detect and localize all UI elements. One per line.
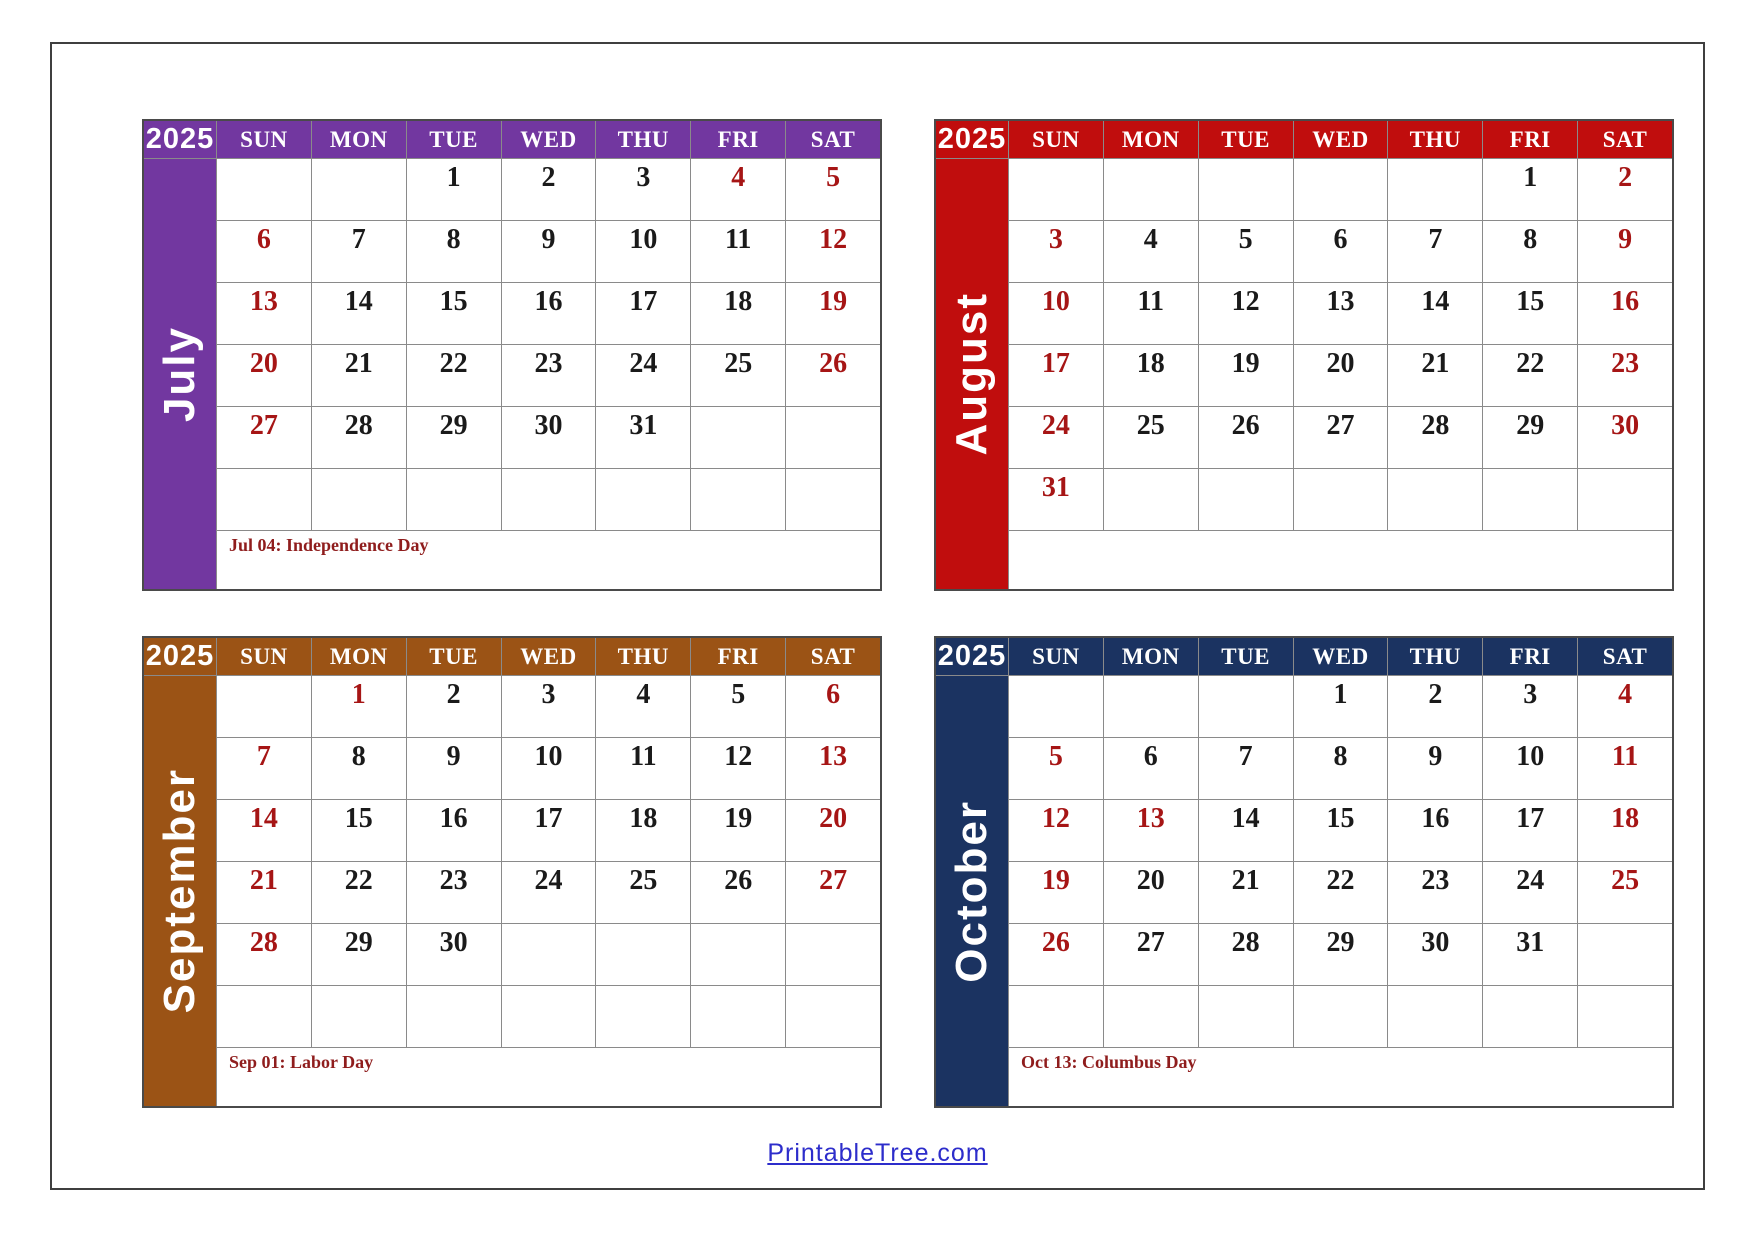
month-sidebar-july bbox=[144, 159, 216, 589]
date-cell-empty bbox=[502, 986, 596, 1047]
date-cell-july-26: 26 bbox=[786, 345, 880, 406]
date-cell-september-27: 27 bbox=[786, 862, 880, 923]
date-cell-july-7: 7 bbox=[312, 221, 406, 282]
date-cell-july-11: 11 bbox=[691, 221, 785, 282]
date-cell-empty bbox=[1104, 676, 1198, 737]
date-cell-empty bbox=[312, 469, 406, 530]
date-cell-empty bbox=[312, 159, 406, 220]
day-header-sat-july: SAT bbox=[786, 121, 880, 158]
day-header-tue-october: TUE bbox=[1199, 638, 1293, 675]
year-badge-october: 2025 bbox=[936, 638, 1008, 675]
month-label-august: August bbox=[947, 292, 996, 456]
month-sidebar-october bbox=[936, 676, 1008, 1106]
date-cell-empty bbox=[1388, 986, 1482, 1047]
date-cell-empty bbox=[691, 924, 785, 985]
date-cell-october-29: 29 bbox=[1294, 924, 1388, 985]
date-cell-empty bbox=[1104, 986, 1198, 1047]
date-cell-september-20: 20 bbox=[786, 800, 880, 861]
date-cell-august-3: 3 bbox=[1009, 221, 1103, 282]
date-cell-august-29: 29 bbox=[1483, 407, 1577, 468]
day-header-fri-october: FRI bbox=[1483, 638, 1577, 675]
date-cell-october-22: 22 bbox=[1294, 862, 1388, 923]
calendar-october bbox=[934, 636, 1674, 1108]
date-cell-september-7: 7 bbox=[217, 738, 311, 799]
date-cell-empty bbox=[1199, 676, 1293, 737]
date-cell-empty bbox=[691, 469, 785, 530]
date-cell-october-17: 17 bbox=[1483, 800, 1577, 861]
date-cell-september-3: 3 bbox=[502, 676, 596, 737]
date-cell-july-22: 22 bbox=[407, 345, 501, 406]
day-header-tue-august: TUE bbox=[1199, 121, 1293, 158]
date-cell-october-9: 9 bbox=[1388, 738, 1482, 799]
date-cell-empty bbox=[691, 986, 785, 1047]
date-cell-empty bbox=[1009, 986, 1103, 1047]
date-cell-july-12: 12 bbox=[786, 221, 880, 282]
date-cell-september-22: 22 bbox=[312, 862, 406, 923]
date-cell-september-1: 1 bbox=[312, 676, 406, 737]
day-header-fri-august: FRI bbox=[1483, 121, 1577, 158]
date-cell-september-30: 30 bbox=[407, 924, 501, 985]
date-cell-july-5: 5 bbox=[786, 159, 880, 220]
date-cell-august-27: 27 bbox=[1294, 407, 1388, 468]
date-cell-september-26: 26 bbox=[691, 862, 785, 923]
date-cell-october-15: 15 bbox=[1294, 800, 1388, 861]
day-header-mon-september: MON bbox=[312, 638, 406, 675]
date-cell-empty bbox=[1104, 469, 1198, 530]
date-cell-empty bbox=[596, 924, 690, 985]
day-header-sat-september: SAT bbox=[786, 638, 880, 675]
day-header-wed-august: WED bbox=[1294, 121, 1388, 158]
day-header-mon-august: MON bbox=[1104, 121, 1198, 158]
date-cell-august-16: 16 bbox=[1578, 283, 1672, 344]
year-badge-august: 2025 bbox=[936, 121, 1008, 158]
date-cell-empty bbox=[1199, 986, 1293, 1047]
date-cell-july-16: 16 bbox=[502, 283, 596, 344]
day-header-thu-august: THU bbox=[1388, 121, 1482, 158]
date-cell-august-19: 19 bbox=[1199, 345, 1293, 406]
date-cell-august-22: 22 bbox=[1483, 345, 1577, 406]
date-cell-september-5: 5 bbox=[691, 676, 785, 737]
day-header-thu-july: THU bbox=[596, 121, 690, 158]
date-cell-august-18: 18 bbox=[1104, 345, 1198, 406]
date-cell-empty bbox=[1294, 986, 1388, 1047]
date-cell-july-17: 17 bbox=[596, 283, 690, 344]
date-cell-october-26: 26 bbox=[1009, 924, 1103, 985]
date-cell-empty bbox=[1199, 469, 1293, 530]
date-cell-october-11: 11 bbox=[1578, 738, 1672, 799]
date-cell-september-13: 13 bbox=[786, 738, 880, 799]
date-cell-september-17: 17 bbox=[502, 800, 596, 861]
month-label-october: October bbox=[947, 799, 996, 983]
date-cell-october-23: 23 bbox=[1388, 862, 1482, 923]
date-cell-empty bbox=[312, 986, 406, 1047]
date-cell-september-2: 2 bbox=[407, 676, 501, 737]
date-cell-october-14: 14 bbox=[1199, 800, 1293, 861]
year-badge-july: 2025 bbox=[144, 121, 216, 158]
date-cell-empty bbox=[502, 924, 596, 985]
date-cell-empty bbox=[1104, 159, 1198, 220]
day-header-thu-october: THU bbox=[1388, 638, 1482, 675]
date-cell-august-7: 7 bbox=[1388, 221, 1482, 282]
date-cell-august-23: 23 bbox=[1578, 345, 1672, 406]
date-cell-august-26: 26 bbox=[1199, 407, 1293, 468]
day-header-tue-july: TUE bbox=[407, 121, 501, 158]
date-cell-october-12: 12 bbox=[1009, 800, 1103, 861]
month-sidebar-september bbox=[144, 676, 216, 1106]
date-cell-september-21: 21 bbox=[217, 862, 311, 923]
date-cell-july-13: 13 bbox=[217, 283, 311, 344]
date-cell-empty bbox=[1483, 469, 1577, 530]
date-cell-august-28: 28 bbox=[1388, 407, 1482, 468]
day-header-wed-july: WED bbox=[502, 121, 596, 158]
date-cell-july-14: 14 bbox=[312, 283, 406, 344]
date-cell-october-27: 27 bbox=[1104, 924, 1198, 985]
date-cell-october-19: 19 bbox=[1009, 862, 1103, 923]
date-cell-august-12: 12 bbox=[1199, 283, 1293, 344]
date-cell-july-24: 24 bbox=[596, 345, 690, 406]
date-cell-september-4: 4 bbox=[596, 676, 690, 737]
date-cell-july-18: 18 bbox=[691, 283, 785, 344]
date-cell-july-3: 3 bbox=[596, 159, 690, 220]
date-cell-empty bbox=[1483, 986, 1577, 1047]
date-cell-october-21: 21 bbox=[1199, 862, 1293, 923]
day-header-sat-august: SAT bbox=[1578, 121, 1672, 158]
date-cell-july-15: 15 bbox=[407, 283, 501, 344]
day-header-sun-october: SUN bbox=[1009, 638, 1103, 675]
date-cell-empty bbox=[1199, 159, 1293, 220]
date-cell-august-15: 15 bbox=[1483, 283, 1577, 344]
date-cell-july-28: 28 bbox=[312, 407, 406, 468]
date-cell-empty bbox=[691, 407, 785, 468]
date-cell-august-24: 24 bbox=[1009, 407, 1103, 468]
date-cell-august-30: 30 bbox=[1578, 407, 1672, 468]
date-cell-july-4: 4 bbox=[691, 159, 785, 220]
date-cell-july-29: 29 bbox=[407, 407, 501, 468]
day-header-wed-october: WED bbox=[1294, 638, 1388, 675]
holiday-note-august bbox=[1009, 531, 1672, 589]
date-cell-empty bbox=[1294, 469, 1388, 530]
date-cell-empty bbox=[217, 676, 311, 737]
date-cell-empty bbox=[1009, 676, 1103, 737]
day-header-mon-october: MON bbox=[1104, 638, 1198, 675]
date-cell-august-25: 25 bbox=[1104, 407, 1198, 468]
date-cell-october-8: 8 bbox=[1294, 738, 1388, 799]
year-badge-september: 2025 bbox=[144, 638, 216, 675]
date-cell-empty bbox=[1578, 924, 1672, 985]
date-cell-empty bbox=[217, 469, 311, 530]
date-cell-july-25: 25 bbox=[691, 345, 785, 406]
date-cell-october-31: 31 bbox=[1483, 924, 1577, 985]
date-cell-october-4: 4 bbox=[1578, 676, 1672, 737]
date-cell-july-10: 10 bbox=[596, 221, 690, 282]
date-cell-july-21: 21 bbox=[312, 345, 406, 406]
date-cell-july-19: 19 bbox=[786, 283, 880, 344]
date-cell-september-24: 24 bbox=[502, 862, 596, 923]
date-cell-july-20: 20 bbox=[217, 345, 311, 406]
date-cell-october-3: 3 bbox=[1483, 676, 1577, 737]
date-cell-october-30: 30 bbox=[1388, 924, 1482, 985]
date-cell-september-16: 16 bbox=[407, 800, 501, 861]
date-cell-october-1: 1 bbox=[1294, 676, 1388, 737]
date-cell-august-2: 2 bbox=[1578, 159, 1672, 220]
date-cell-july-6: 6 bbox=[217, 221, 311, 282]
date-cell-july-27: 27 bbox=[217, 407, 311, 468]
date-cell-october-28: 28 bbox=[1199, 924, 1293, 985]
date-cell-empty bbox=[786, 924, 880, 985]
date-cell-september-12: 12 bbox=[691, 738, 785, 799]
date-cell-october-5: 5 bbox=[1009, 738, 1103, 799]
date-cell-september-23: 23 bbox=[407, 862, 501, 923]
date-cell-october-10: 10 bbox=[1483, 738, 1577, 799]
date-cell-july-2: 2 bbox=[502, 159, 596, 220]
date-cell-july-30: 30 bbox=[502, 407, 596, 468]
date-cell-september-9: 9 bbox=[407, 738, 501, 799]
day-header-tue-september: TUE bbox=[407, 638, 501, 675]
date-cell-empty bbox=[786, 407, 880, 468]
date-cell-august-4: 4 bbox=[1104, 221, 1198, 282]
day-header-sat-october: SAT bbox=[1578, 638, 1672, 675]
date-cell-october-18: 18 bbox=[1578, 800, 1672, 861]
calendar-september bbox=[142, 636, 882, 1108]
date-cell-august-1: 1 bbox=[1483, 159, 1577, 220]
date-cell-august-31: 31 bbox=[1009, 469, 1103, 530]
date-cell-august-17: 17 bbox=[1009, 345, 1103, 406]
date-cell-empty bbox=[1388, 159, 1482, 220]
date-cell-october-25: 25 bbox=[1578, 862, 1672, 923]
date-cell-september-19: 19 bbox=[691, 800, 785, 861]
date-cell-july-9: 9 bbox=[502, 221, 596, 282]
date-cell-october-2: 2 bbox=[1388, 676, 1482, 737]
month-sidebar-august bbox=[936, 159, 1008, 589]
date-cell-empty bbox=[1578, 986, 1672, 1047]
date-cell-august-5: 5 bbox=[1199, 221, 1293, 282]
day-header-fri-september: FRI bbox=[691, 638, 785, 675]
date-cell-july-1: 1 bbox=[407, 159, 501, 220]
footer bbox=[0, 1139, 1755, 1168]
date-cell-empty bbox=[1388, 469, 1482, 530]
day-header-sun-september: SUN bbox=[217, 638, 311, 675]
date-cell-october-24: 24 bbox=[1483, 862, 1577, 923]
date-cell-august-21: 21 bbox=[1388, 345, 1482, 406]
month-label-september: September bbox=[155, 768, 204, 1014]
calendar-august bbox=[934, 119, 1674, 591]
date-cell-october-7: 7 bbox=[1199, 738, 1293, 799]
date-cell-empty bbox=[596, 986, 690, 1047]
date-cell-august-10: 10 bbox=[1009, 283, 1103, 344]
date-cell-october-13: 13 bbox=[1104, 800, 1198, 861]
holiday-note-july: Jul 04: Independence Day bbox=[217, 531, 880, 589]
date-cell-empty bbox=[1578, 469, 1672, 530]
date-cell-september-14: 14 bbox=[217, 800, 311, 861]
date-cell-august-11: 11 bbox=[1104, 283, 1198, 344]
day-header-sun-july: SUN bbox=[217, 121, 311, 158]
date-cell-august-6: 6 bbox=[1294, 221, 1388, 282]
date-cell-empty bbox=[217, 159, 311, 220]
day-header-fri-july: FRI bbox=[691, 121, 785, 158]
date-cell-september-6: 6 bbox=[786, 676, 880, 737]
date-cell-september-15: 15 bbox=[312, 800, 406, 861]
date-cell-empty bbox=[786, 986, 880, 1047]
date-cell-empty bbox=[786, 469, 880, 530]
date-cell-empty bbox=[1294, 159, 1388, 220]
date-cell-august-14: 14 bbox=[1388, 283, 1482, 344]
date-cell-empty bbox=[502, 469, 596, 530]
date-cell-september-25: 25 bbox=[596, 862, 690, 923]
date-cell-july-23: 23 bbox=[502, 345, 596, 406]
date-cell-october-6: 6 bbox=[1104, 738, 1198, 799]
date-cell-september-11: 11 bbox=[596, 738, 690, 799]
date-cell-empty bbox=[407, 986, 501, 1047]
date-cell-september-29: 29 bbox=[312, 924, 406, 985]
date-cell-september-18: 18 bbox=[596, 800, 690, 861]
day-header-wed-september: WED bbox=[502, 638, 596, 675]
day-header-sun-august: SUN bbox=[1009, 121, 1103, 158]
date-cell-september-10: 10 bbox=[502, 738, 596, 799]
month-label-july: July bbox=[155, 325, 204, 423]
date-cell-october-16: 16 bbox=[1388, 800, 1482, 861]
date-cell-august-8: 8 bbox=[1483, 221, 1577, 282]
holiday-note-october: Oct 13: Columbus Day bbox=[1009, 1048, 1672, 1106]
day-header-thu-september: THU bbox=[596, 638, 690, 675]
date-cell-july-31: 31 bbox=[596, 407, 690, 468]
date-cell-empty bbox=[596, 469, 690, 530]
date-cell-august-20: 20 bbox=[1294, 345, 1388, 406]
calendar-july bbox=[142, 119, 882, 591]
date-cell-september-8: 8 bbox=[312, 738, 406, 799]
date-cell-september-28: 28 bbox=[217, 924, 311, 985]
date-cell-august-13: 13 bbox=[1294, 283, 1388, 344]
date-cell-empty bbox=[217, 986, 311, 1047]
day-header-mon-july: MON bbox=[312, 121, 406, 158]
date-cell-august-9: 9 bbox=[1578, 221, 1672, 282]
footer-link[interactable]: PrintableTree.com bbox=[767, 1139, 988, 1167]
date-cell-empty bbox=[1009, 159, 1103, 220]
date-cell-july-8: 8 bbox=[407, 221, 501, 282]
date-cell-october-20: 20 bbox=[1104, 862, 1198, 923]
date-cell-empty bbox=[407, 469, 501, 530]
holiday-note-september: Sep 01: Labor Day bbox=[217, 1048, 880, 1106]
